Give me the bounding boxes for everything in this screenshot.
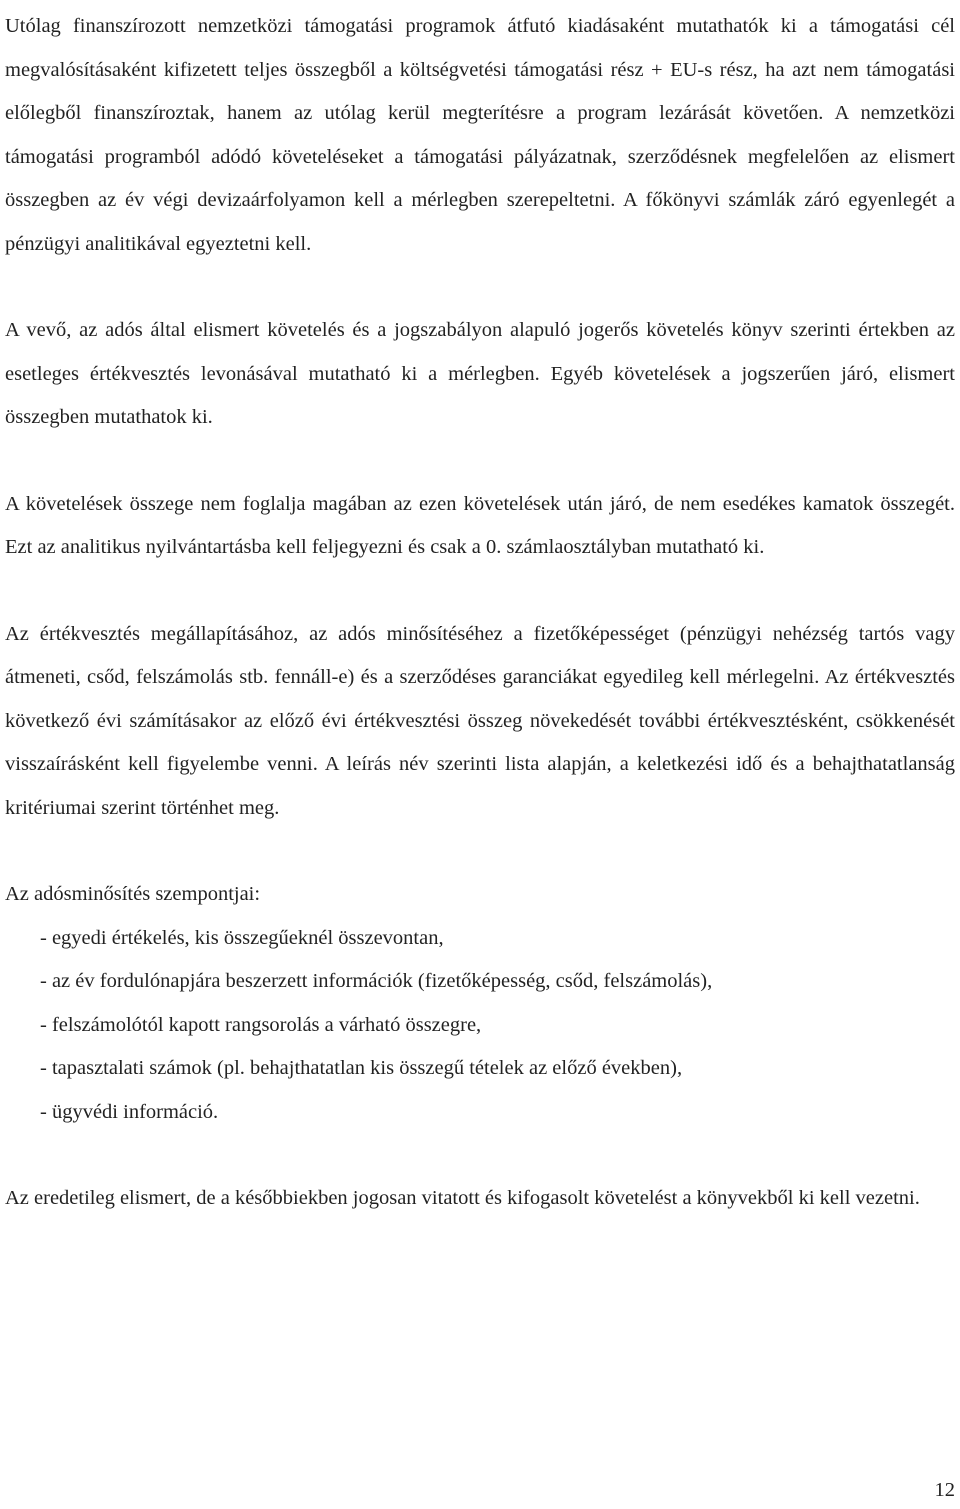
list-item: - egyedi értékelés, kis összegűeknél összevontan, (40, 926, 444, 949)
paragraph-interest-exclusion: A követelések összege nem foglalja magában az ezen követelések után járó, de nem esedékes kamatok összegét. Ezt az analitikus nyilvántartásba kell feljegyezni és csak a 0. számlaosztályban mutatható ki. (5, 492, 955, 558)
list-item: - tapasztalati számok (pl. behajthatatlan kis összegű tételek az előző években), (40, 1057, 683, 1079)
paragraph-receivables-valuation: A vevő, az adós által elismert követelés és a jogszabályon alapuló jogerős követelés könyv szerinti értekben az esetleges értékvesztés levonásával mutatható ki a mérlegben. Egyéb követelések a jogszerűen járó, elismert összegben mutathatok ki. (5, 319, 955, 428)
rating-criteria-list (5, 917, 955, 1135)
paragraph-impairment: Az értékvesztés megállapításához, az adós minősítéséhez a fizetőképességet (pénzügyi nehézség tartós vagy átmeneti, csőd, felszámolás stb. fennáll-e) és a szerződéses garanciákat egyedileg kell mérlegelni. Az értékvesztés következő évi számításakor az előző évi értékvesztési összeg növekedését további értékvesztésként, csökkenését visszaírásként kell figyelembe venni. A leírás név szerinti lista alapján, a keletkezési idő és a behajthatatlanság kritériumai szerint történhet meg. (5, 622, 955, 819)
list-item: - az év fordulónapjára beszerzett információk (fizetőképesség, csőd, felszámolás), (40, 970, 713, 992)
paragraph-disputed-receivables: Az eredetileg elismert, de a későbbiekben jogosan vitatott és kifogasolt követelést a könyvekből ki kell vezetni. (5, 1187, 920, 1209)
list-item: - felszámolótól kapott rangsorolás a várható összegre, (40, 1013, 482, 1036)
document-page (5, 0, 955, 1221)
list-item: - ügyvédi információ. (40, 1100, 219, 1123)
page-number: 12 (934, 1479, 955, 1501)
paragraph-international-programs: Utólag finanszírozott nemzetközi támogatási programok átfutó kiadásaként mutathatók ki a támogatási cél megvalósításaként kifizetett teljes összegből a költségvetési támogatási rész + EU-s rész, ha azt nem támogatási előlegből finanszíroztak, hanem az utólag kerül megterítésre a program lezárását követően. A nemzetközi támogatási programból adódó követeléseket a támogatási pályázatnak, szerződésnek megfelelően az elismert összegben az év végi devizaárfolyamon kell a mérlegben szerepeltetni. A főkönyvi számlák záró egyenlegét a pénzügyi analitikával egyeztetni kell. (5, 15, 955, 255)
paragraph-rating-criteria-heading: Az adósminősítés szempontjai: (5, 883, 261, 905)
